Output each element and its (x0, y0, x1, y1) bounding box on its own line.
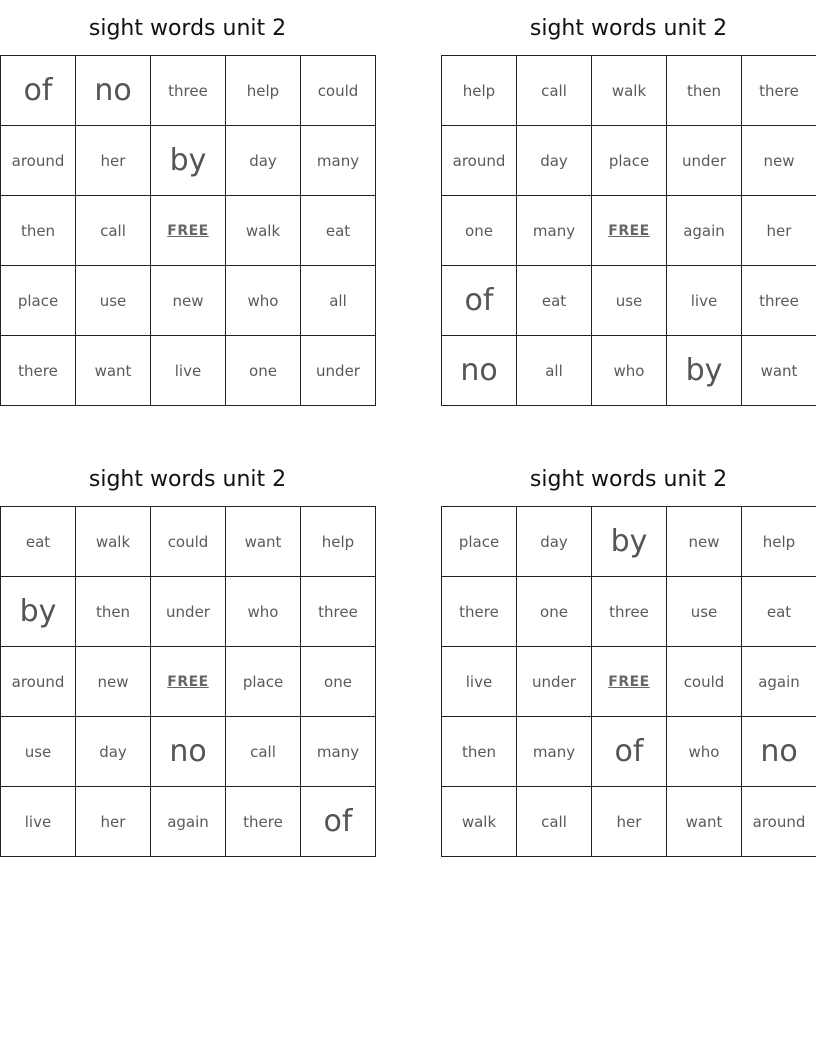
word-cell: many (517, 196, 592, 266)
word-cell: then (76, 577, 151, 647)
word-cell: then (442, 717, 517, 787)
word-cell: again (667, 196, 742, 266)
word-cell: day (517, 126, 592, 196)
word-cell: around (1, 647, 76, 717)
word-cell: place (226, 647, 301, 717)
card-title: sight words unit 2 (529, 16, 728, 41)
word-cell: day (517, 507, 592, 577)
word-cell: want (742, 336, 816, 406)
bingo-grid (441, 55, 816, 406)
grid-row (1, 266, 376, 336)
word-cell: live (667, 266, 742, 336)
grid-row (442, 126, 816, 196)
grid-row (1, 717, 376, 787)
bingo-card-4 (441, 451, 816, 857)
bingo-grid (0, 506, 376, 857)
grid-row (442, 717, 816, 787)
word-cell: walk (592, 56, 667, 126)
word-cell: there (1, 336, 76, 406)
word-cell: call (517, 787, 592, 857)
word-cell: again (151, 787, 226, 857)
card-title: sight words unit 2 (529, 467, 728, 492)
word-cell: by (151, 126, 226, 196)
word-cell: call (226, 717, 301, 787)
word-cell: by (592, 507, 667, 577)
word-cell: new (151, 266, 226, 336)
grid-row (1, 507, 376, 577)
grid-row (1, 577, 376, 647)
word-cell: her (76, 126, 151, 196)
word-cell: eat (742, 577, 816, 647)
grid-row (442, 56, 816, 126)
card-title: sight words unit 2 (88, 467, 287, 492)
word-cell: no (742, 717, 816, 787)
word-cell: there (226, 787, 301, 857)
grid-row (1, 126, 376, 196)
grid-row (1, 647, 376, 717)
word-cell: there (442, 577, 517, 647)
bingo-grid (0, 55, 376, 406)
free-space-cell: FREE (592, 647, 667, 717)
word-cell: who (226, 266, 301, 336)
word-cell: three (592, 577, 667, 647)
word-cell: help (226, 56, 301, 126)
bingo-card-2 (441, 0, 816, 406)
word-cell: new (667, 507, 742, 577)
word-cell: day (76, 717, 151, 787)
grid-row (1, 336, 376, 406)
word-cell: under (667, 126, 742, 196)
free-space-cell: FREE (592, 196, 667, 266)
word-cell: then (1, 196, 76, 266)
word-cell: one (517, 577, 592, 647)
word-cell: of (1, 56, 76, 126)
word-cell: eat (517, 266, 592, 336)
word-cell: who (592, 336, 667, 406)
word-cell: live (151, 336, 226, 406)
word-cell: new (76, 647, 151, 717)
word-cell: place (1, 266, 76, 336)
word-cell: many (517, 717, 592, 787)
word-cell: many (301, 717, 376, 787)
word-cell: help (442, 56, 517, 126)
word-cell: many (301, 126, 376, 196)
word-cell: place (592, 126, 667, 196)
word-cell: under (517, 647, 592, 717)
word-cell: could (301, 56, 376, 126)
word-cell: all (517, 336, 592, 406)
grid-row (442, 787, 816, 857)
free-space-cell: FREE (151, 196, 226, 266)
word-cell: no (151, 717, 226, 787)
word-cell: there (742, 56, 816, 126)
word-cell: walk (226, 196, 301, 266)
word-cell: new (742, 126, 816, 196)
word-cell: want (226, 507, 301, 577)
word-cell: help (301, 507, 376, 577)
word-cell: could (667, 647, 742, 717)
word-cell: who (226, 577, 301, 647)
grid-row (442, 266, 816, 336)
word-cell: eat (1, 507, 76, 577)
word-cell: three (151, 56, 226, 126)
word-cell: place (442, 507, 517, 577)
bingo-grid (441, 506, 816, 857)
word-cell: use (1, 717, 76, 787)
word-cell: by (667, 336, 742, 406)
word-cell: live (1, 787, 76, 857)
card-title: sight words unit 2 (88, 16, 287, 41)
word-cell: day (226, 126, 301, 196)
bingo-card-3 (0, 451, 375, 857)
grid-row (442, 577, 816, 647)
word-cell: who (667, 717, 742, 787)
word-cell: all (301, 266, 376, 336)
word-cell: around (442, 126, 517, 196)
word-cell: her (592, 787, 667, 857)
word-cell: of (301, 787, 376, 857)
word-cell: of (592, 717, 667, 787)
word-cell: use (76, 266, 151, 336)
word-cell: call (76, 196, 151, 266)
word-cell: three (742, 266, 816, 336)
word-cell: her (742, 196, 816, 266)
word-cell: under (151, 577, 226, 647)
word-cell: eat (301, 196, 376, 266)
grid-row (442, 336, 816, 406)
word-cell: three (301, 577, 376, 647)
word-cell: one (226, 336, 301, 406)
word-cell: by (1, 577, 76, 647)
word-cell: use (667, 577, 742, 647)
word-cell: her (76, 787, 151, 857)
word-cell: walk (76, 507, 151, 577)
grid-row (1, 196, 376, 266)
grid-row (442, 196, 816, 266)
word-cell: live (442, 647, 517, 717)
bingo-card-1 (0, 0, 375, 406)
word-cell: want (667, 787, 742, 857)
free-space-cell: FREE (151, 647, 226, 717)
word-cell: walk (442, 787, 517, 857)
word-cell: around (742, 787, 816, 857)
grid-row (1, 56, 376, 126)
word-cell: again (742, 647, 816, 717)
grid-row (442, 507, 816, 577)
word-cell: then (667, 56, 742, 126)
word-cell: no (76, 56, 151, 126)
word-cell: call (517, 56, 592, 126)
word-cell: could (151, 507, 226, 577)
word-cell: one (301, 647, 376, 717)
word-cell: help (742, 507, 816, 577)
word-cell: under (301, 336, 376, 406)
word-cell: no (442, 336, 517, 406)
word-cell: around (1, 126, 76, 196)
word-cell: want (76, 336, 151, 406)
grid-row (1, 787, 376, 857)
grid-row (442, 647, 816, 717)
word-cell: one (442, 196, 517, 266)
word-cell: use (592, 266, 667, 336)
word-cell: of (442, 266, 517, 336)
